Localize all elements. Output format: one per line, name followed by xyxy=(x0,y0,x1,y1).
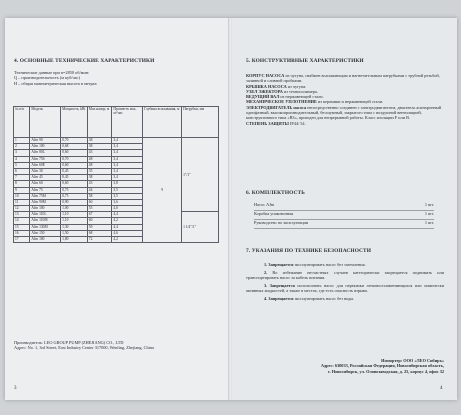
specs-intro xyxy=(14,70,214,86)
table-cell: AJm 150 xyxy=(30,230,61,236)
table-cell: 1,30 xyxy=(61,224,88,230)
table-cell: 68 xyxy=(87,230,112,236)
col-header-number: № п/п xyxy=(14,107,30,138)
table-cell: 4,2 xyxy=(112,218,143,224)
table-cell: 4,6 xyxy=(112,230,143,236)
table-cell: 0,45 xyxy=(61,168,88,174)
manufacturer-address: Адрес: No. 1, 3rd Street, East Industry Center 317000, Wenling, Zhejiang, China xyxy=(14,345,154,351)
intro-line: Q – производительность (м куб/час) xyxy=(14,75,80,81)
table-cell: 55 xyxy=(87,206,112,212)
pipe-cell: 1 1/4"/1" xyxy=(182,212,219,243)
table-cell: 72 xyxy=(87,237,112,243)
col-header-head: Max напор, м xyxy=(87,107,112,138)
table-cell: 2 xyxy=(14,144,30,150)
table-cell: 4,4 xyxy=(112,224,143,230)
pipe-cell: 1"/1" xyxy=(182,138,219,212)
table-cell: 0,75 xyxy=(61,193,88,199)
col-header-flow: Произв-ть мах, м³/час xyxy=(112,107,143,138)
right-page xyxy=(232,18,457,400)
table-cell: 0,60 xyxy=(61,150,88,156)
table-cell: 4 xyxy=(14,156,30,162)
table-cell: 3,8 xyxy=(112,181,143,187)
page-number-right: 4 xyxy=(440,386,443,391)
section-title-construction: 5. КОНСТРУКТИВНЫЕ ХАРАКТЕРИСТИКИ xyxy=(246,58,364,64)
table-cell: 0,90 xyxy=(61,199,88,205)
table-cell: 59 xyxy=(87,224,112,230)
importer-address: Адрес: 630033, Российская Федерация, Новосибирская область, xyxy=(320,363,444,369)
table-cell: 48 xyxy=(87,162,112,168)
table-cell: 38 xyxy=(87,144,112,150)
table-cell: AJm 100 xyxy=(30,206,61,212)
table-cell: 11 xyxy=(14,199,30,205)
table-cell: 12 xyxy=(14,206,30,212)
safety-item: 3. Запрещается использовать насос для перекачки легковоспламеняющихся или химически активных жидкостей, а также в местах, где есть опасность взрыва. xyxy=(246,282,444,294)
manufacturer-name: Производитель: LEO GROUP PUMP (ZHEJIANG) CO., LTD xyxy=(14,340,124,345)
table-cell: 0,60 xyxy=(61,162,88,168)
table-cell: 3,4 xyxy=(112,150,143,156)
importer-info xyxy=(246,358,444,374)
table-cell: 1 xyxy=(14,138,30,144)
list-item: Насос AJm 1 шт. xyxy=(254,202,434,211)
list-item: Руководство по эксплуатации 1 шт. xyxy=(254,220,434,229)
table-cell: 3,5 xyxy=(112,193,143,199)
table-cell: AJm 75M xyxy=(30,193,61,199)
table-cell: 0,60 xyxy=(61,181,88,187)
table-cell: 3 xyxy=(14,150,30,156)
list-item: Коробка упаковочная 1 шт. xyxy=(254,211,434,220)
section-title-kit: 6. КОМПЛЕКТНОСТЬ xyxy=(246,190,305,196)
kit-list xyxy=(254,202,434,229)
col-header-suction-depth: Глубина всасывания, м xyxy=(143,107,182,138)
open-booklet xyxy=(5,18,457,400)
table-cell: 60 xyxy=(87,218,112,224)
page-number-left: 3 xyxy=(14,386,17,391)
table-cell: AJm 60E xyxy=(30,162,61,168)
table-cell: AJm 30 xyxy=(30,168,61,174)
table-cell: 44 xyxy=(87,187,112,193)
table-cell: 48 xyxy=(87,156,112,162)
table-cell: 3,4 xyxy=(112,162,143,168)
safety-item: 2. Во избежание несчастных случаев категорически запрещается поднимать или транспортировать насос за кабель питания. xyxy=(246,269,444,281)
table-cell: 5 xyxy=(14,162,30,168)
construction-para: ЭЛЕКТРОДВИГАТЕЛЬ насоса непосредственно соединен с электродвигателем, двигатель асинхронный однофазный, высокопроизводительный, бесшумный, закрытого типа с воздушной вентиляцией, конструктивного типа «В3», пригоден для непрерывной работы. Класс изоляции F или B. xyxy=(246,104,442,121)
table-cell: 58 xyxy=(87,193,112,199)
table-cell: 13 xyxy=(14,212,30,218)
table-cell: 4,0 xyxy=(112,206,143,212)
table-cell: AJm 100 xyxy=(30,144,61,150)
table-cell: 3,4 xyxy=(112,156,143,162)
table-cell: 60 xyxy=(87,199,112,205)
table-cell: 16 xyxy=(14,230,30,236)
table-cell: 4,4 xyxy=(112,212,143,218)
construction-para: ВЕДУЩИЙ ВАЛ из нержавеющей стали. xyxy=(246,94,324,100)
table-cell: 38 xyxy=(87,175,112,181)
table-cell: AJm 130M xyxy=(30,224,61,230)
construction-para: КОРПУС НАСОСА из чугуна, снабжен всасывающим и нагнетательным патрубками с трубной резьбой, заливной и сливной пробками. xyxy=(246,73,440,84)
construction-body xyxy=(246,73,444,126)
table-cell: 3,4 xyxy=(112,138,143,144)
table-cell: 9 xyxy=(14,187,30,193)
construction-para: СТЕПЕНЬ ЗАЩИТЫ IP44/ 54. xyxy=(246,120,306,126)
table-cell: 3,6 xyxy=(112,199,143,205)
manufacturer-info xyxy=(14,340,219,351)
table-cell: 35 xyxy=(87,168,112,174)
table-cell: 15 xyxy=(14,224,30,230)
table-cell: AJm 60 xyxy=(30,181,61,187)
table-cell: AJm 75S xyxy=(30,156,61,162)
table-cell: 43 xyxy=(87,181,112,187)
table-cell: 43 xyxy=(87,150,112,156)
table-cell: AJm 180 xyxy=(30,237,61,243)
table-cell: 38 xyxy=(87,138,112,144)
table-cell: 67 xyxy=(87,212,112,218)
table-cell: 3,4 xyxy=(112,168,143,174)
col-header-model: Модель xyxy=(30,107,61,138)
table-cell: 0,70 xyxy=(61,156,88,162)
table-cell: 0,45 xyxy=(61,175,88,181)
table-cell: 10 xyxy=(14,193,30,199)
table-cell: 8 xyxy=(14,181,30,187)
table-cell: 1,00 xyxy=(61,206,88,212)
intro-line: Технические данные при n=2850 об/мин: xyxy=(14,70,90,75)
specs-table xyxy=(13,106,219,243)
table-cell: 0,75 xyxy=(61,187,88,193)
left-page xyxy=(5,18,229,400)
construction-para: КРЫШКА НАСОСА из чугуна. xyxy=(246,83,307,89)
importer-address: г. Новосибирск, ул. Оловозаводская, д. 25, корпус 4, офис 32 xyxy=(328,368,444,374)
intro-line: H – общая манометрическая высота в метрах xyxy=(14,80,97,86)
section-title-safety: 7. УКАЗАНИЯ ПО ТЕХНИКЕ БЕЗОПАСНОСТИ xyxy=(246,248,372,254)
section-title-specs: 4. ОСНОВНЫЕ ТЕХНИЧЕСКИЕ ХАРАКТЕРИСТИКИ xyxy=(14,58,155,64)
table-cell: 17 xyxy=(14,237,30,243)
table-cell: 14 xyxy=(14,218,30,224)
table-cell: 3,4 xyxy=(112,175,143,181)
table-cell: 3,5 xyxy=(112,187,143,193)
table-cell: 3,4 xyxy=(112,144,143,150)
table-cell: AJm 90M xyxy=(30,199,61,205)
table-cell: AJm 110M xyxy=(30,218,61,224)
construction-para: УЗЕЛ ЭЖЕКТОРА из технополимера. xyxy=(246,88,318,94)
table-cell: AJm 80L xyxy=(30,150,61,156)
table-cell: 1,10 xyxy=(61,212,88,218)
table-cell: 1,80 xyxy=(61,237,88,243)
table-cell: 1,50 xyxy=(61,230,88,236)
table-cell: AJm 110L xyxy=(30,212,61,218)
col-header-pipes: Патрубки, мм xyxy=(182,107,219,138)
table-cell: 0,68 xyxy=(61,144,88,150)
col-header-power: Мощность, kBt xyxy=(61,107,88,138)
table-cell: 7 xyxy=(14,175,30,181)
table-cell: AJm 90 xyxy=(30,138,61,144)
table-cell: AJm 75 xyxy=(30,187,61,193)
safety-list xyxy=(246,262,444,304)
table-cell: 0,70 xyxy=(61,138,88,144)
table-cell: 4,2 xyxy=(112,237,143,243)
table-cell: AJm 45 xyxy=(30,175,61,181)
importer-name: Импортер: ООО «ЛЕО Сибирь» xyxy=(381,358,444,363)
safety-item: 4. Запрещается эксплуатировать насос без воды. xyxy=(264,295,355,301)
safety-item: 1. Запрещается эксплуатировать насос без заземления. xyxy=(264,262,366,267)
table-cell: 6 xyxy=(14,168,30,174)
construction-para: МЕХАНИЧЕСКОЕ УПЛОТНЕНИЕ из керамики и нержавеющей стали. xyxy=(246,99,384,105)
table-header-row xyxy=(14,107,219,138)
table-cell: 1,10 xyxy=(61,218,88,224)
suction-depth-cell: 9 xyxy=(143,138,182,243)
